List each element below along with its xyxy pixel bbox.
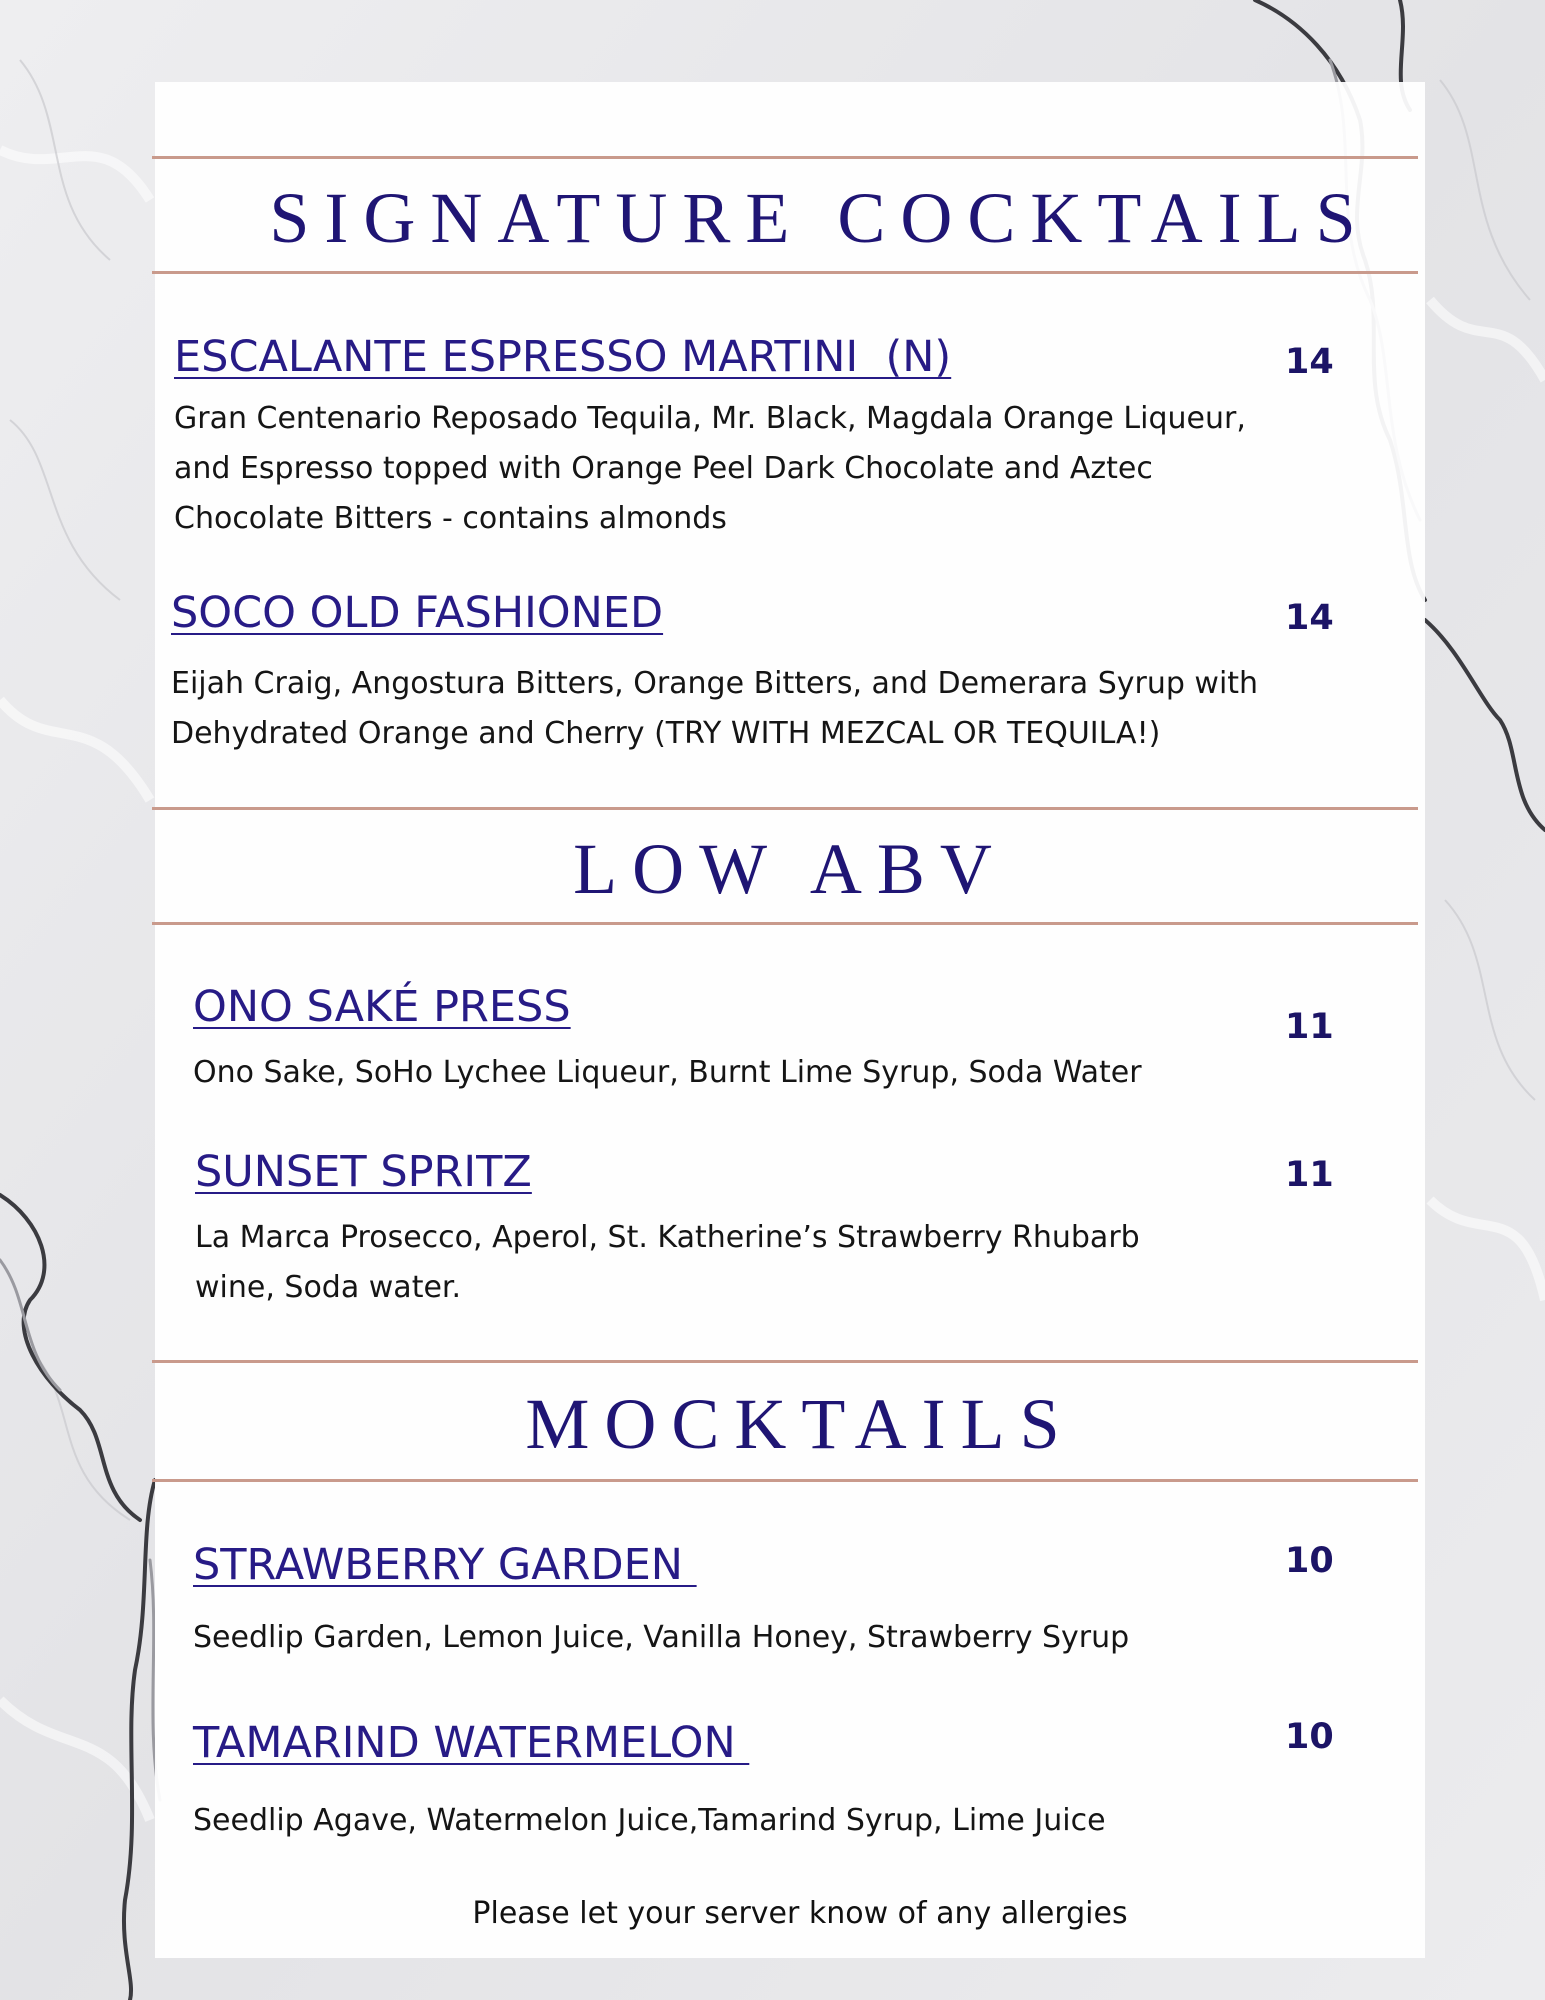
item-name: SUNSET SPRITZ bbox=[195, 1147, 532, 1197]
item-price: 11 bbox=[1285, 1007, 1334, 1047]
item-price: 10 bbox=[1285, 1541, 1334, 1581]
section-title-low-abv: LOW ABV bbox=[573, 829, 1007, 909]
item-description: Seedlip Agave, Watermelon Juice,Tamarind Syrup, Lime Juice bbox=[193, 1803, 1106, 1838]
item-description: Gran Centenario Reposado Tequila, Mr. Black, Magdala Orange Liqueur, and Espresso topped with Orange Peel Dark Chocolate and Aztec Chocolate Bitters - contains almonds bbox=[174, 401, 1246, 536]
section-title-signature-cocktails: SIGNATURE COCKTAILS bbox=[269, 178, 1371, 258]
section-divider bbox=[152, 1360, 1418, 1363]
item-name: ONO SAKÉ PRESS bbox=[193, 982, 571, 1032]
item-price: 11 bbox=[1285, 1155, 1334, 1195]
section-title-mocktails: MOCKTAILS bbox=[525, 1384, 1075, 1464]
allergy-note: Please let your server know of any allergies bbox=[472, 1896, 1128, 1931]
item-description: Ono Sake, SoHo Lychee Liqueur, Burnt Lime Syrup, Soda Water bbox=[193, 1055, 1142, 1090]
item-description: La Marca Prosecco, Aperol, St. Katherine’s Strawberry Rhubarb wine, Soda water. bbox=[195, 1220, 1140, 1305]
section-divider bbox=[152, 922, 1418, 925]
item-name: TAMARIND WATERMELON bbox=[193, 1718, 750, 1768]
item-name: ESCALANTE ESPRESSO MARTINI (N) bbox=[174, 332, 952, 382]
item-price: 10 bbox=[1285, 1717, 1334, 1757]
section-divider bbox=[152, 807, 1418, 810]
item-price: 14 bbox=[1285, 598, 1334, 638]
item-description: Seedlip Garden, Lemon Juice, Vanilla Honey, Strawberry Syrup bbox=[193, 1620, 1130, 1655]
section-divider bbox=[152, 1479, 1418, 1482]
item-name: SOCO OLD FASHIONED bbox=[171, 588, 664, 638]
section-divider bbox=[152, 156, 1418, 159]
section-divider bbox=[152, 271, 1418, 274]
item-price: 14 bbox=[1285, 342, 1334, 382]
item-name: STRAWBERRY GARDEN bbox=[193, 1540, 697, 1590]
menu-card bbox=[155, 82, 1425, 1958]
item-description: Eijah Craig, Angostura Bitters, Orange Bitters, and Demerara Syrup with Dehydrated Orange and Cherry (TRY WITH MEZCAL OR TEQUILA!) bbox=[171, 666, 1259, 751]
